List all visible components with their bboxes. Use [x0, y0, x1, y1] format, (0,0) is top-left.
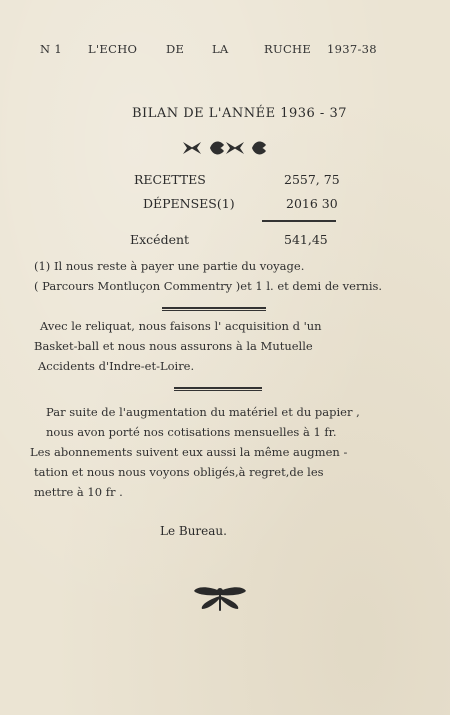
- total-rule: [262, 220, 336, 222]
- paragraph-line: mettre à 10 fr .: [34, 485, 123, 499]
- paragraph-line: Basket-ball et nous nous assurons à la Mutuelle: [34, 339, 313, 353]
- excedent-value: 541,45: [284, 232, 328, 247]
- fleuron-ornament-icon: [180, 137, 268, 159]
- paragraph-line: Accidents d'Indre-et-Loire.: [38, 359, 195, 373]
- paragraph-basket: [34, 316, 322, 376]
- signature: Le Bureau.: [160, 524, 227, 538]
- journal-word-4: RUCHE: [264, 42, 312, 56]
- issue-years: 1937-38: [327, 42, 377, 56]
- paragraph-line: Les abonnements suivent eux aussi la même augmen -: [30, 445, 348, 459]
- paragraph-line: tation et nous nous voyons obligés,à regret,de les: [34, 465, 324, 479]
- recettes-label: RECETTES: [134, 172, 206, 187]
- dragonfly-icon: [192, 583, 248, 613]
- paragraph-line: nous avon porté nos cotisations mensuelles à 1 fr.: [46, 425, 337, 439]
- paragraph-cotisations: [30, 402, 360, 502]
- depenses-value: 2016 30: [286, 196, 338, 211]
- journal-word-2: DE: [166, 42, 185, 56]
- issue-number: N 1: [40, 42, 62, 56]
- page-title: BILAN DE L'ANNÉE 1936 - 37: [132, 106, 348, 121]
- recettes-value: 2557, 75: [284, 172, 340, 187]
- separator-rule-thin: [162, 310, 266, 311]
- separator-rule: [162, 307, 266, 309]
- separator-rule-thin: [174, 390, 262, 391]
- journal-word-1: L'ECHO: [88, 42, 138, 56]
- excedent-label: Excédent: [130, 232, 190, 247]
- footnote: [34, 256, 382, 296]
- footnote-line: (1) Il nous reste à payer une partie du voyage.: [34, 259, 305, 273]
- paragraph-line: Par suite de l'augmentation du matériel et du papier ,: [46, 405, 360, 419]
- journal-word-3: LA: [212, 42, 229, 56]
- depenses-label: DÉPENSES(1): [143, 196, 235, 211]
- paragraph-line: Avec le reliquat, nous faisons l' acquisition d 'un: [40, 319, 322, 333]
- footnote-line: ( Parcours Montluçon Commentry )et 1 l. et demi de vernis.: [34, 279, 383, 293]
- separator-rule: [174, 387, 262, 389]
